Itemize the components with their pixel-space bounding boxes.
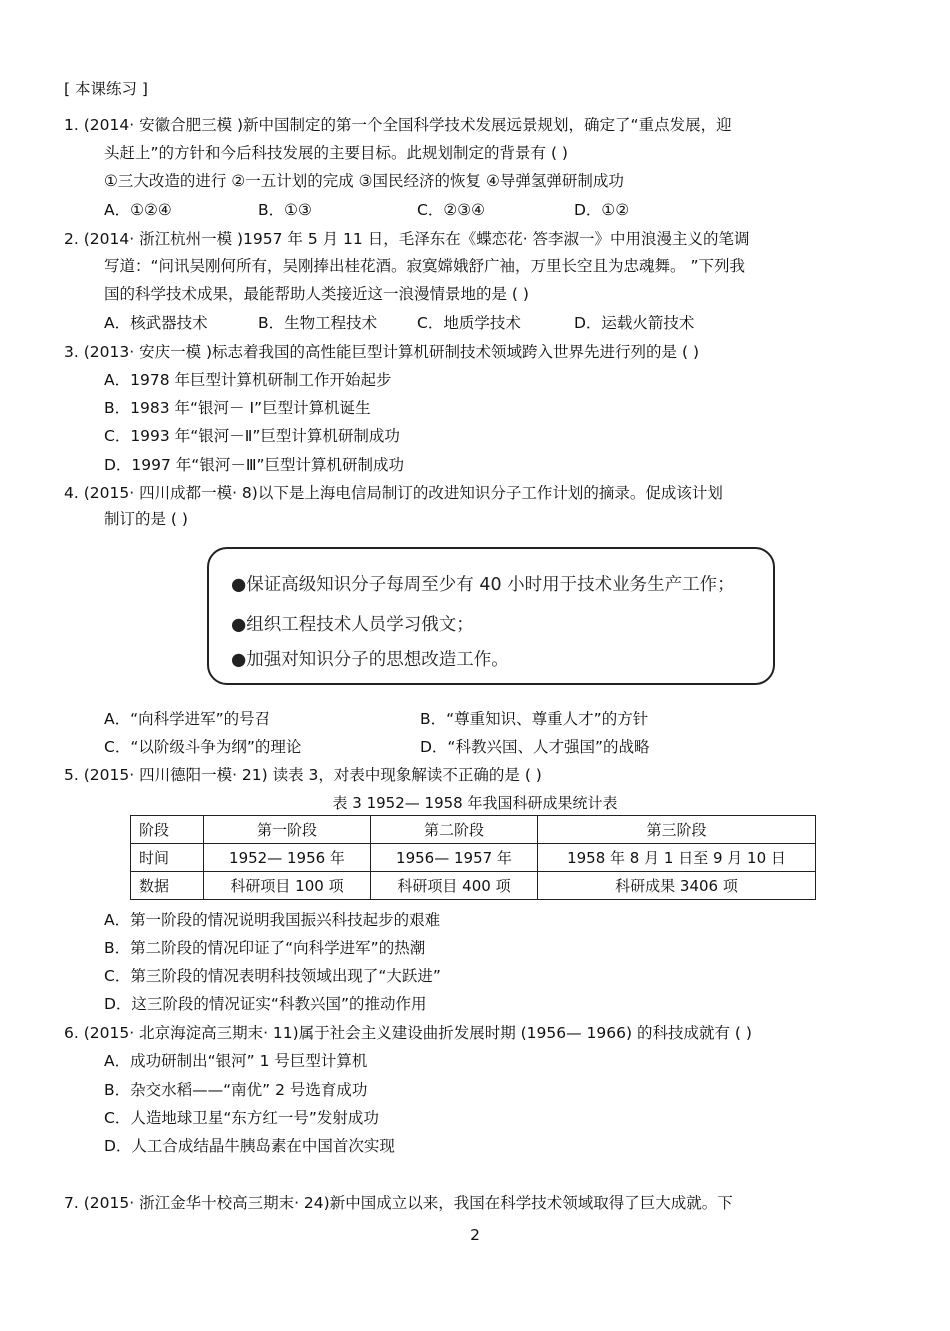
q3-option-d: D．1997 年“银河－Ⅲ”巨型计算机研制成功 (104, 456, 405, 474)
question-3-line-1: 3. (2013· 安庆一模 )标志着我国的高性能巨型计算机研制技术领域跨入世界先进行列的是 ( ) (64, 343, 699, 361)
q5-option-a: A．第一阶段的情况说明我国振兴科技起步的艰难 (104, 911, 441, 929)
page-number: 2 (470, 1226, 480, 1244)
excerpt-line-3: ●加强对知识分子的思想改造工作。 (231, 650, 509, 670)
question-1-line-2: 头赶上”的方针和今后科技发展的主要目标。此规划制定的背景有 ( ) (104, 144, 568, 162)
q4-option-b: B．“尊重知识、尊重人才”的方针 (420, 710, 649, 728)
table-header-row (131, 816, 816, 844)
table-header-cell: 阶段 (131, 816, 204, 844)
q2-option-c: C．地质学技术 (417, 314, 521, 332)
table-cell: 1956— 1957 年 (371, 844, 538, 872)
question-2-line-3: 国的科学技术成果，最能帮助人类接近这一浪漫情景地的是 ( ) (104, 285, 529, 303)
table-cell: 1958 年 8 月 1 日至 9 月 10 日 (538, 844, 816, 872)
q1-option-a: A．①②④ (104, 201, 172, 219)
question-6-line-1: 6. (2015· 北京海淀高三期末· 11)属于社会主义建设曲折发展时期 (1956— 1966) 的科技成就有 ( ) (64, 1024, 752, 1042)
statistics-table (130, 815, 816, 900)
q4-option-d: D．“科教兴国、人才强国”的战略 (420, 738, 650, 756)
table-header-cell: 第一阶段 (204, 816, 371, 844)
q6-option-c: C．人造地球卫星“东方红一号”发射成功 (104, 1109, 379, 1127)
q1-option-d: D．①② (574, 201, 630, 219)
section-header: [ 本课练习 ] (64, 80, 148, 98)
table-cell: 科研成果 3406 项 (538, 872, 816, 900)
q1-option-b: B．①③ (258, 201, 312, 219)
table-cell: 时间 (131, 844, 204, 872)
question-2-line-1: 2. (2014· 浙江杭州一模 )1957 年 5 月 11 日，毛泽东在《蝶恋花· 答李淑一》中用浪漫主义的笔调 (64, 230, 750, 248)
q3-option-c: C．1993 年“银河－Ⅱ”巨型计算机研制成功 (104, 427, 400, 445)
q3-option-a: A．1978 年巨型计算机研制工作开始起步 (104, 371, 392, 389)
question-4-line-2: 制订的是 ( ) (104, 510, 188, 528)
q6-option-b: B．杂交水稻——“南优” 2 号选育成功 (104, 1081, 368, 1099)
table-header-cell: 第二阶段 (371, 816, 538, 844)
question-2-line-2: 写道：“问讯吴刚何所有，吴刚捧出桂花酒。寂寞嫦娥舒广袖，万里长空且为忠魂舞。 ”下列我 (104, 257, 745, 275)
question-5-line-1: 5. (2015· 四川德阳一模· 21) 读表 3，对表中现象解读不正确的是 ( ) (64, 766, 542, 784)
question-4-line-1: 4. (2015· 四川成都一模· 8)以下是上海电信局制订的改进知识分子工作计划的摘录。促成该计划 (64, 484, 723, 502)
excerpt-box (207, 547, 775, 685)
table-caption: 表 3 1952— 1958 年我国科研成果统计表 (332, 794, 618, 812)
q3-option-b: B．1983 年“银河－ I”巨型计算机诞生 (104, 399, 371, 417)
q6-option-d: D．人工合成结晶牛胰岛素在中国首次实现 (104, 1137, 395, 1155)
table-row (131, 872, 816, 900)
q1-option-c: C．②③④ (417, 201, 486, 219)
table-cell: 数据 (131, 872, 204, 900)
table-cell: 1952— 1956 年 (204, 844, 371, 872)
q2-option-d: D．运载火箭技术 (574, 314, 695, 332)
q5-option-b: B．第二阶段的情况印证了“向科学进军”的热潮 (104, 939, 426, 957)
q5-option-d: D．这三阶段的情况证实“科教兴国”的推动作用 (104, 995, 427, 1013)
table-cell: 科研项目 400 项 (371, 872, 538, 900)
q2-option-b: B．生物工程技术 (258, 314, 378, 332)
q4-option-c: C．“以阶级斗争为纲”的理论 (104, 738, 302, 756)
question-7-line-1: 7. (2015· 浙江金华十校高三期末· 24)新中国成立以来，我国在科学技术领域取得了巨大成就。下 (64, 1194, 733, 1212)
q4-option-a: A．“向科学进军”的号召 (104, 710, 271, 728)
table-row (131, 844, 816, 872)
q5-option-c: C．第三阶段的情况表明科技领域出现了“大跃进” (104, 967, 441, 985)
q2-option-a: A．核武器技术 (104, 314, 208, 332)
excerpt-line-1: ●保证高级知识分子每周至少有 40 小时用于技术业务生产工作； (231, 575, 735, 595)
question-1-items: ①三大改造的进行 ②一五计划的完成 ③国民经济的恢复 ④导弹氢弹研制成功 (104, 172, 624, 190)
excerpt-line-2: ●组织工程技术人员学习俄文； (231, 615, 474, 635)
q6-option-a: A．成功研制出“银河” 1 号巨型计算机 (104, 1052, 368, 1070)
table-cell: 科研项目 100 项 (204, 872, 371, 900)
question-1-line-1: 1. (2014· 安徽合肥三模 )新中国制定的第一个全国科学技术发展远景规划，确定了“重点发展，迎 (64, 116, 732, 134)
table-header-cell: 第三阶段 (538, 816, 816, 844)
